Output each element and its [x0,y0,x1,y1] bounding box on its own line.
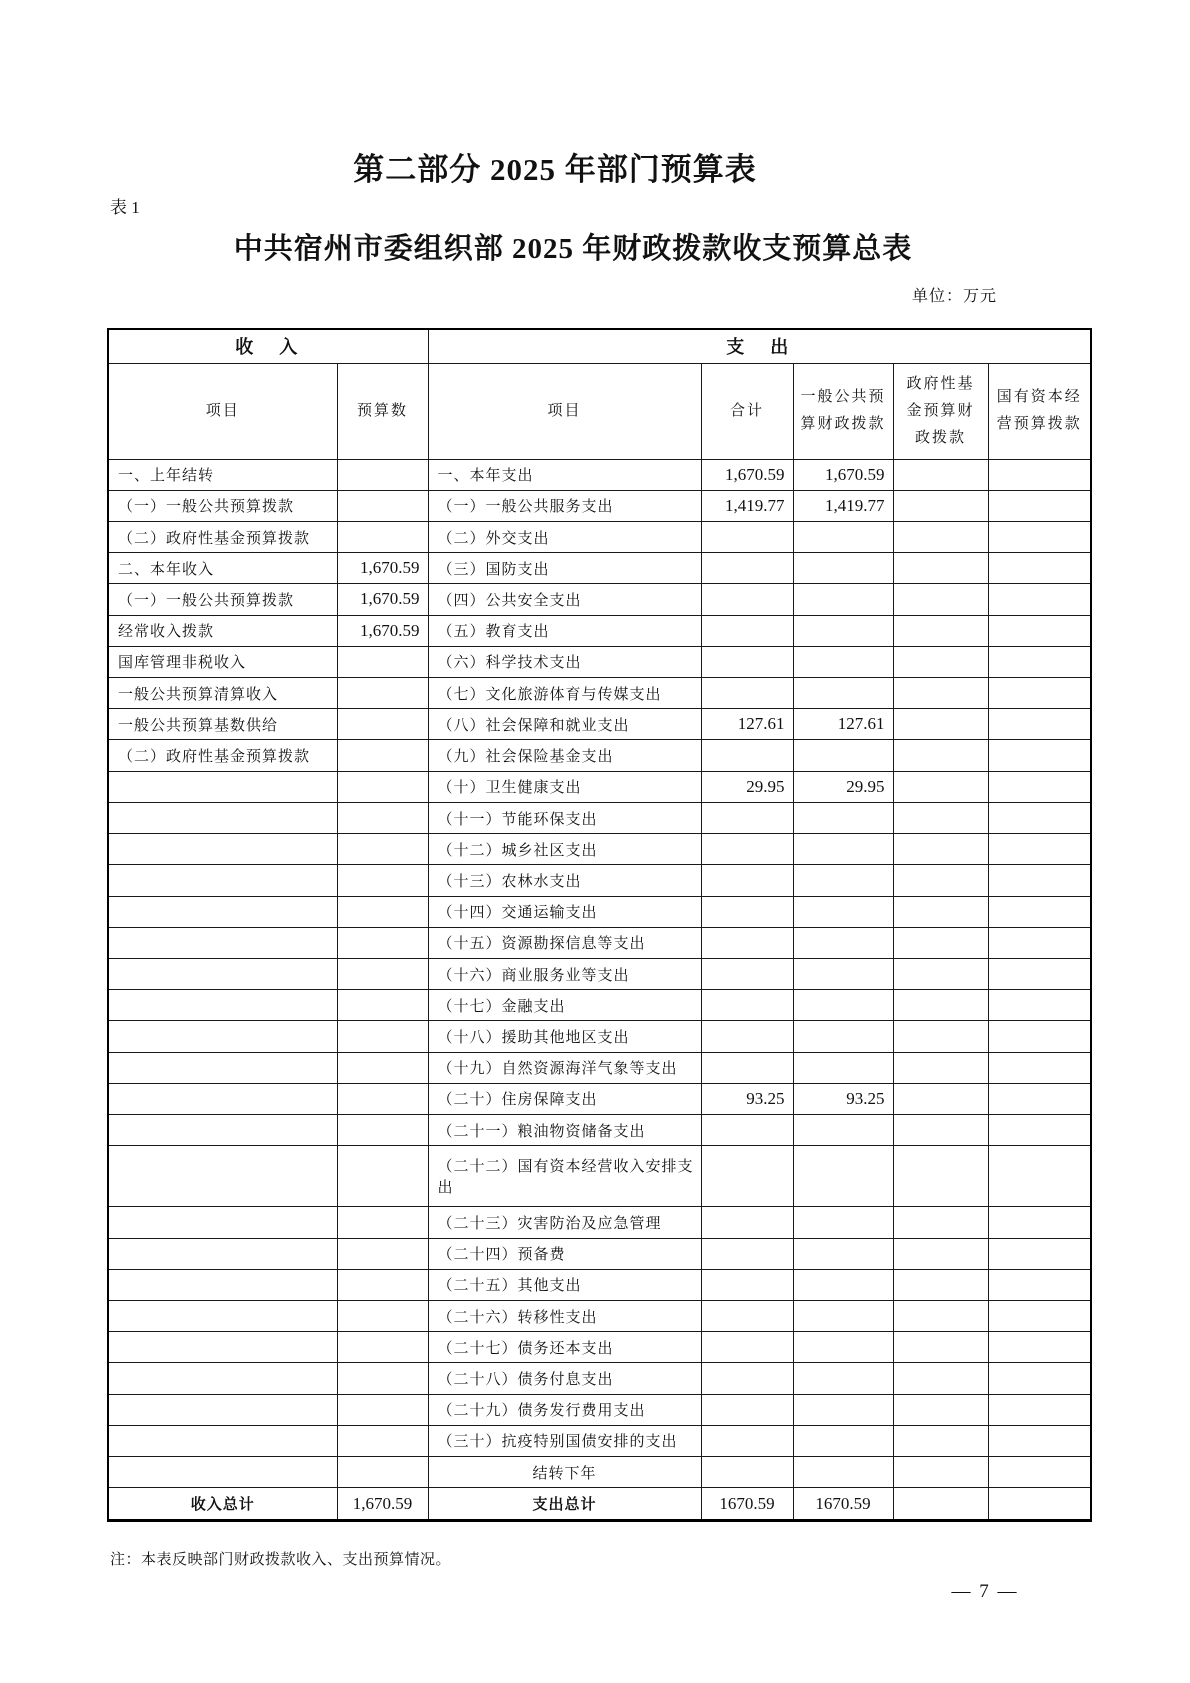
exp-total-cell [701,740,793,771]
exp-state-capital-cell [988,490,1091,521]
exp-general-budget-cell [793,1238,893,1269]
income-item-cell [108,865,337,896]
exp-total-cell [701,865,793,896]
table-row [108,1146,1091,1207]
income-budget-cell [337,1332,428,1363]
exp-total-cell: 1,419.77 [701,490,793,521]
income-item-cell [108,1083,337,1114]
exp-gov-fund-cell [893,1457,988,1488]
table-row [108,490,1091,521]
exp-total-cell [701,1425,793,1456]
exp-state-capital-cell [988,521,1091,552]
exp-general-budget-cell [793,615,893,646]
table-row [108,1269,1091,1300]
exp-state-capital-cell [988,1115,1091,1146]
exp-gov-fund-cell [893,1363,988,1394]
table-row [108,1115,1091,1146]
income-item-cell: 一般公共预算清算收入 [108,678,337,709]
exp-total-cell [701,1207,793,1238]
col-header-income-item: 项目 [108,363,337,459]
income-budget-cell: 1,670.59 [337,584,428,615]
income-budget-cell [337,1394,428,1425]
exp-state-capital-cell [988,1269,1091,1300]
exp-item-cell: （六）科学技术支出 [428,646,701,677]
exp-total-cell [701,521,793,552]
income-item-cell [108,1146,337,1207]
exp-state-capital-cell [988,896,1091,927]
table-row [108,896,1091,927]
part-title: 第二部分 2025 年部门预算表 [353,152,757,187]
exp-state-capital-cell [988,1238,1091,1269]
exp-state-capital-cell [988,1394,1091,1425]
income-budget-cell: 1,670.59 [337,553,428,584]
exp-item-cell: （八）社会保障和就业支出 [428,709,701,740]
exp-general-budget-cell: 127.61 [793,709,893,740]
exp-general-budget-cell [793,959,893,990]
exp-item-cell: （三十）抗疫特别国债安排的支出 [428,1425,701,1456]
exp-total-cell [701,553,793,584]
exp-state-capital-cell [988,1425,1091,1456]
income-budget-cell [337,927,428,958]
income-item-cell [108,927,337,958]
exp-total-cell [701,1146,793,1207]
income-item-cell [108,1207,337,1238]
income-budget-cell [337,678,428,709]
exp-item-cell: （十二）城乡社区支出 [428,834,701,865]
exp-state-capital-cell [988,709,1091,740]
income-budget-cell [337,896,428,927]
exp-item-cell: 一、本年支出 [428,459,701,490]
income-budget-cell [337,1146,428,1207]
income-item-cell: 收入总计 [108,1488,337,1521]
income-budget-cell [337,1425,428,1456]
exp-general-budget-cell [793,678,893,709]
exp-total-cell [701,678,793,709]
table-row [108,615,1091,646]
income-budget-cell [337,1300,428,1331]
exp-state-capital-cell [988,834,1091,865]
exp-general-budget-cell [793,740,893,771]
budget-table [107,328,1092,1522]
exp-state-capital-cell [988,1488,1091,1521]
exp-general-budget-cell [793,896,893,927]
col-header-exp-item: 项目 [428,363,701,459]
exp-general-budget-cell [793,865,893,896]
table-row [108,1457,1091,1488]
exp-gov-fund-cell [893,865,988,896]
exp-item-cell: （三）国防支出 [428,553,701,584]
page-number: — 7 — [951,1581,1019,1602]
exp-general-budget-cell [793,1115,893,1146]
exp-total-cell [701,834,793,865]
exp-item-cell: （二十四）预备费 [428,1238,701,1269]
table-row [108,678,1091,709]
income-budget-cell [337,1083,428,1114]
exp-item-cell: （二十六）转移性支出 [428,1300,701,1331]
exp-general-budget-cell [793,927,893,958]
income-item-cell [108,771,337,802]
income-item-cell: 二、本年收入 [108,553,337,584]
table-row [108,1300,1091,1331]
table-row [108,990,1091,1021]
table-row [108,740,1091,771]
income-budget-cell [337,709,428,740]
income-budget-cell [337,1269,428,1300]
exp-item-cell: （二十八）债务付息支出 [428,1363,701,1394]
exp-state-capital-cell [988,990,1091,1021]
income-item-cell [108,1363,337,1394]
income-item-cell [108,1332,337,1363]
table-row [108,584,1091,615]
col-header-gov-fund-budget: 政府性基金预算财政拨款 [893,363,988,459]
table-row [108,1083,1091,1114]
exp-state-capital-cell [988,678,1091,709]
exp-gov-fund-cell [893,709,988,740]
exp-gov-fund-cell [893,1394,988,1425]
table-row [108,959,1091,990]
exp-state-capital-cell [988,584,1091,615]
exp-general-budget-cell [793,1052,893,1083]
exp-gov-fund-cell [893,584,988,615]
exp-item-cell: （九）社会保险基金支出 [428,740,701,771]
table-row [108,802,1091,833]
income-budget-cell [337,834,428,865]
exp-item-cell: （二十二）国有资本经营收入安排支出 [428,1146,701,1207]
table-row [108,1425,1091,1456]
exp-general-budget-cell: 1,670.59 [793,459,893,490]
exp-gov-fund-cell [893,896,988,927]
exp-item-cell: （二十五）其他支出 [428,1269,701,1300]
exp-total-cell [701,1332,793,1363]
exp-total-cell [701,990,793,1021]
table-row [108,553,1091,584]
exp-item-cell: （二十三）灾害防治及应急管理 [428,1207,701,1238]
exp-state-capital-cell [988,865,1091,896]
income-budget-cell [337,990,428,1021]
col-header-exp-total: 合计 [701,363,793,459]
income-item-cell [108,1425,337,1456]
exp-state-capital-cell [988,646,1091,677]
exp-gov-fund-cell [893,615,988,646]
income-budget-cell [337,865,428,896]
exp-state-capital-cell [988,1332,1091,1363]
exp-general-budget-cell [793,1394,893,1425]
exp-general-budget-cell [793,521,893,552]
exp-total-cell: 93.25 [701,1083,793,1114]
income-item-cell: （一）一般公共预算拨款 [108,584,337,615]
income-budget-cell: 1,670.59 [337,1488,428,1521]
exp-general-budget-cell [793,1332,893,1363]
exp-state-capital-cell [988,553,1091,584]
unit-label: 单位：万元 [911,288,997,305]
exp-state-capital-cell [988,1207,1091,1238]
exp-item-cell: （十八）援助其他地区支出 [428,1021,701,1052]
exp-general-budget-cell [793,584,893,615]
exp-general-budget-cell [793,1269,893,1300]
exp-state-capital-cell [988,1457,1091,1488]
income-budget-cell: 1,670.59 [337,615,428,646]
column-header-row [108,363,1091,459]
exp-general-budget-cell [793,1425,893,1456]
exp-item-cell: 结转下年 [428,1457,701,1488]
income-item-cell [108,1021,337,1052]
exp-total-cell [701,646,793,677]
exp-gov-fund-cell [893,802,988,833]
table-row [108,927,1091,958]
exp-total-cell [701,1021,793,1052]
exp-gov-fund-cell [893,646,988,677]
exp-gov-fund-cell [893,1425,988,1456]
exp-item-cell: （二十七）债务还本支出 [428,1332,701,1363]
exp-general-budget-cell [793,1207,893,1238]
exp-gov-fund-cell [893,1083,988,1114]
exp-state-capital-cell [988,771,1091,802]
income-item-cell [108,1052,337,1083]
exp-item-cell: （五）教育支出 [428,615,701,646]
table-row [108,646,1091,677]
exp-total-cell [701,1052,793,1083]
table-note: 注：本表反映部门财政拨款收入、支出预算情况。 [110,1552,452,1568]
exp-total-cell: 1670.59 [701,1488,793,1521]
income-budget-cell [337,1115,428,1146]
col-header-income-budget: 预算数 [337,363,428,459]
income-item-cell [108,834,337,865]
exp-state-capital-cell [988,740,1091,771]
exp-state-capital-cell [988,615,1091,646]
income-item-cell: 一、上年结转 [108,459,337,490]
exp-gov-fund-cell [893,740,988,771]
exp-item-cell: （十三）农林水支出 [428,865,701,896]
exp-gov-fund-cell [893,678,988,709]
total-row [108,1488,1091,1521]
income-item-cell: 国库管理非税收入 [108,646,337,677]
income-budget-cell [337,740,428,771]
exp-general-budget-cell [793,1363,893,1394]
exp-gov-fund-cell [893,990,988,1021]
exp-total-cell [701,896,793,927]
exp-total-cell [701,1238,793,1269]
table-row [108,709,1091,740]
table-number-label: 表 1 [110,198,140,217]
exp-state-capital-cell [988,927,1091,958]
income-item-cell [108,896,337,927]
exp-total-cell: 127.61 [701,709,793,740]
exp-gov-fund-cell [893,490,988,521]
exp-state-capital-cell [988,1052,1091,1083]
exp-total-cell [701,615,793,646]
income-item-cell: 一般公共预算基数供给 [108,709,337,740]
exp-total-cell [701,927,793,958]
exp-total-cell [701,1457,793,1488]
table-row [108,1394,1091,1425]
exp-total-cell [701,1115,793,1146]
exp-general-budget-cell: 1,419.77 [793,490,893,521]
table-row [108,1207,1091,1238]
table-row [108,834,1091,865]
expenditure-group-header: 支 出 [428,329,1091,363]
table-row [108,1052,1091,1083]
exp-general-budget-cell [793,802,893,833]
exp-total-cell [701,1394,793,1425]
exp-gov-fund-cell [893,1115,988,1146]
col-header-general-public-budget: 一般公共预算财政拨款 [793,363,893,459]
income-item-cell [108,1269,337,1300]
table-row [108,459,1091,490]
income-item-cell: （一）一般公共预算拨款 [108,490,337,521]
exp-state-capital-cell [988,1146,1091,1207]
table-row [108,1238,1091,1269]
income-item-cell: 经常收入拨款 [108,615,337,646]
income-item-cell [108,1115,337,1146]
exp-state-capital-cell [988,1021,1091,1052]
exp-general-budget-cell: 1670.59 [793,1488,893,1521]
exp-item-cell: （二十一）粮油物资储备支出 [428,1115,701,1146]
exp-gov-fund-cell [893,1269,988,1300]
exp-item-cell: （十七）金融支出 [428,990,701,1021]
exp-item-cell: （二十）住房保障支出 [428,1083,701,1114]
income-budget-cell [337,1457,428,1488]
income-budget-cell [337,1207,428,1238]
exp-gov-fund-cell [893,927,988,958]
exp-total-cell [701,584,793,615]
exp-general-budget-cell [793,553,893,584]
exp-general-budget-cell [793,1457,893,1488]
exp-general-budget-cell: 29.95 [793,771,893,802]
income-budget-cell [337,959,428,990]
exp-total-cell [701,1363,793,1394]
income-item-cell [108,990,337,1021]
exp-total-cell: 1,670.59 [701,459,793,490]
exp-total-cell [701,1269,793,1300]
income-group-header: 收 入 [108,329,428,363]
exp-general-budget-cell [793,1146,893,1207]
income-budget-cell [337,521,428,552]
exp-total-cell [701,802,793,833]
income-budget-cell [337,1021,428,1052]
group-header-row [108,329,1091,363]
exp-gov-fund-cell [893,1146,988,1207]
exp-state-capital-cell [988,1300,1091,1331]
exp-state-capital-cell [988,1083,1091,1114]
exp-general-budget-cell [793,1021,893,1052]
exp-item-cell: （一）一般公共服务支出 [428,490,701,521]
table-row [108,1363,1091,1394]
exp-gov-fund-cell [893,553,988,584]
income-budget-cell [337,646,428,677]
exp-gov-fund-cell [893,1332,988,1363]
exp-item-cell: （十九）自然资源海洋气象等支出 [428,1052,701,1083]
exp-total-cell: 29.95 [701,771,793,802]
exp-item-cell: （十）卫生健康支出 [428,771,701,802]
exp-item-cell: 支出总计 [428,1488,701,1521]
exp-state-capital-cell [988,1363,1091,1394]
exp-item-cell: （七）文化旅游体育与传媒支出 [428,678,701,709]
income-budget-cell [337,1363,428,1394]
income-item-cell [108,802,337,833]
table-row [108,1332,1091,1363]
income-item-cell [108,1300,337,1331]
table-row [108,1021,1091,1052]
income-budget-cell [337,802,428,833]
exp-item-cell: （十五）资源勘探信息等支出 [428,927,701,958]
exp-gov-fund-cell [893,1488,988,1521]
exp-gov-fund-cell [893,1052,988,1083]
exp-gov-fund-cell [893,1021,988,1052]
exp-item-cell: （十四）交通运输支出 [428,896,701,927]
exp-total-cell [701,959,793,990]
exp-gov-fund-cell [893,834,988,865]
exp-gov-fund-cell [893,1207,988,1238]
table-title: 中共宿州市委组织部 2025 年财政拨款收支预算总表 [233,233,913,265]
exp-gov-fund-cell [893,1300,988,1331]
exp-gov-fund-cell [893,771,988,802]
col-header-state-capital-budget: 国有资本经营预算拨款 [988,363,1091,459]
exp-general-budget-cell [793,646,893,677]
exp-state-capital-cell [988,459,1091,490]
income-budget-cell [337,490,428,521]
exp-item-cell: （二十九）债务发行费用支出 [428,1394,701,1425]
exp-general-budget-cell [793,990,893,1021]
exp-state-capital-cell [988,802,1091,833]
exp-total-cell [701,1300,793,1331]
table-row [108,865,1091,896]
income-budget-cell [337,1052,428,1083]
exp-gov-fund-cell [893,459,988,490]
income-item-cell [108,959,337,990]
income-budget-cell [337,459,428,490]
income-budget-cell [337,771,428,802]
exp-item-cell: （二）外交支出 [428,521,701,552]
income-item-cell: （二）政府性基金预算拨款 [108,740,337,771]
exp-general-budget-cell [793,834,893,865]
exp-state-capital-cell [988,959,1091,990]
exp-general-budget-cell: 93.25 [793,1083,893,1114]
budget-table-body [108,459,1091,1521]
exp-gov-fund-cell [893,959,988,990]
table-row [108,771,1091,802]
income-item-cell: （二）政府性基金预算拨款 [108,521,337,552]
exp-general-budget-cell [793,1300,893,1331]
income-item-cell [108,1238,337,1269]
exp-item-cell: （十一）节能环保支出 [428,802,701,833]
income-item-cell [108,1394,337,1425]
table-row [108,521,1091,552]
exp-gov-fund-cell [893,521,988,552]
exp-gov-fund-cell [893,1238,988,1269]
exp-item-cell: （十六）商业服务业等支出 [428,959,701,990]
income-budget-cell [337,1238,428,1269]
exp-item-cell: （四）公共安全支出 [428,584,701,615]
income-item-cell [108,1457,337,1488]
